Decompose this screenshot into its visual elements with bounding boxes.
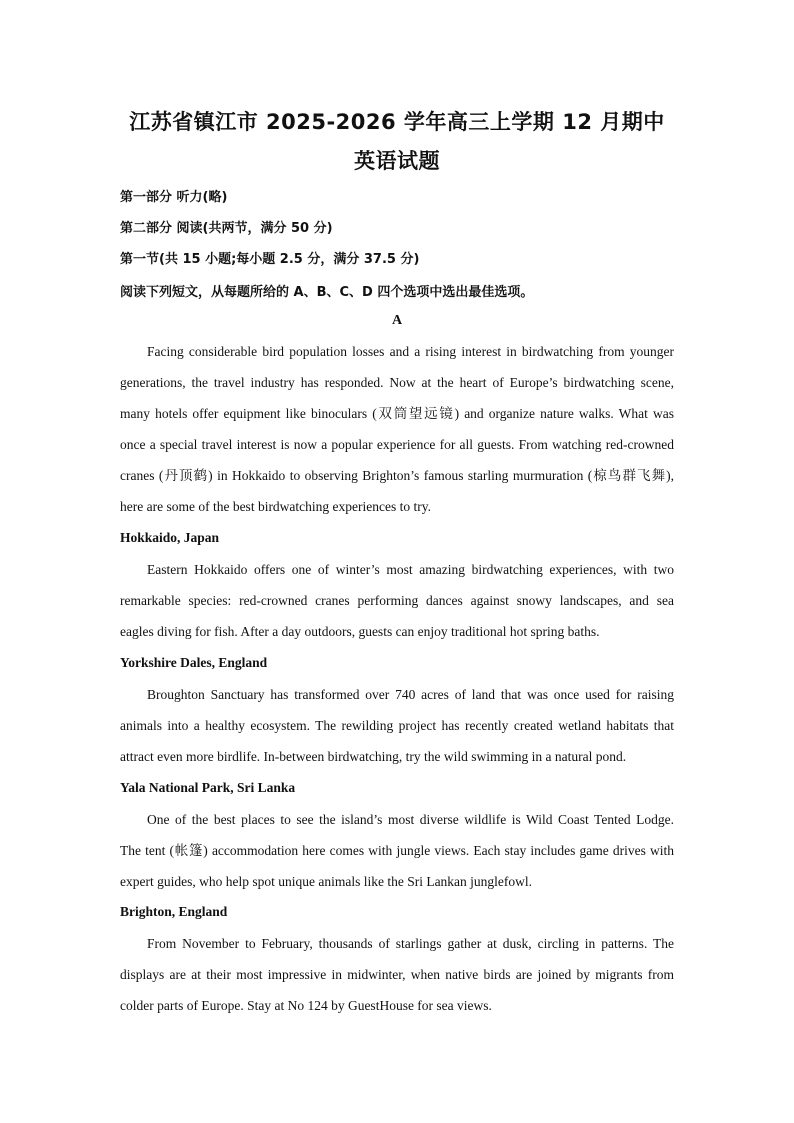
text-line: displays are at their most impressive in midwinter, when native birds are joined by migrants from: [120, 967, 674, 982]
text-line: colder parts of Europe. Stay at No 124 by GuestHouse for sea views.: [120, 998, 492, 1013]
text-line: expert guides, who help spot unique animals like the Sri Lankan junglefowl.: [120, 874, 533, 889]
paragraph-yala: [120, 804, 674, 897]
text-line: eagles diving for fish. After a day outdoors, guests can enjoy traditional hot spring baths.: [120, 624, 600, 639]
part2-heading: 第二部分 阅读(共两节，满分 50 分): [120, 221, 333, 236]
part1-heading: 第一部分 听力(略): [120, 190, 228, 205]
passage-label: A: [391, 313, 403, 328]
text-line: cranes (丹顶鹤) in Hokkaido to observing Brighton’s famous starling murmuration (椋鸟群飞舞),: [120, 468, 674, 483]
text-line: many hotels offer equipment like binoculars (双筒望远镜) and organize nature walks. What was: [120, 406, 674, 421]
text-line: Facing considerable bird population losses and a rising interest in birdwatching from younger: [147, 344, 674, 359]
text-line: here are some of the best birdwatching experiences to try.: [120, 499, 432, 514]
paragraph-hokkaido: [120, 554, 674, 647]
text-line: generations, the travel industry has responded. Now at the heart of Europe’s birdwatching scene,: [120, 375, 674, 390]
heading-yorkshire: Yorkshire Dales, England: [120, 655, 268, 670]
text-line: From November to February, thousands of starlings gather at dusk, circling in patterns. The: [147, 936, 674, 951]
text-line: Eastern Hokkaido offers one of winter’s most amazing birdwatching experiences, with two: [147, 562, 674, 577]
text-line: animals into a healthy ecosystem. The rewilding project has recently created wetland habitats that: [120, 718, 674, 733]
section1-heading: 第一节(共 15 小题;每小题 2.5 分，满分 37.5 分): [120, 252, 420, 267]
text-line: One of the best places to see the island’s most diverse wildlife is Wild Coast Tented Lodge.: [147, 812, 674, 827]
heading-hokkaido: Hokkaido, Japan: [120, 530, 220, 545]
text-line: once a special travel interest is now a popular experience for all guests. From watching red-crowned: [120, 437, 674, 452]
heading-brighton: Brighton, England: [120, 904, 228, 919]
page-title: 江苏省镇江市 2025-2026 学年高三上学期 12 月期中: [129, 110, 665, 134]
page-subtitle: 英语试题: [354, 149, 440, 173]
intro-paragraph: [120, 336, 674, 522]
text-line: remarkable species: red-crowned cranes performing dances against snowy landscapes, and sea: [120, 593, 674, 608]
paragraph-brighton: [120, 928, 674, 1021]
paragraph-yorkshire: [120, 679, 674, 772]
instruction-text: 阅读下列短文，从每题所给的 A、B、C、D 四个选项中选出最佳选项。: [120, 285, 534, 300]
text-line: The tent (帐篷) accommodation here comes with jungle views. Each stay includes game drives with: [120, 843, 674, 858]
heading-yala: Yala National Park, Sri Lanka: [120, 780, 296, 795]
text-line: attract even more birdlife. In-between birdwatching, try the wild swimming in a natural pond.: [120, 749, 627, 764]
text-line: Broughton Sanctuary has transformed over 740 acres of land that was once used for raising: [147, 687, 674, 702]
